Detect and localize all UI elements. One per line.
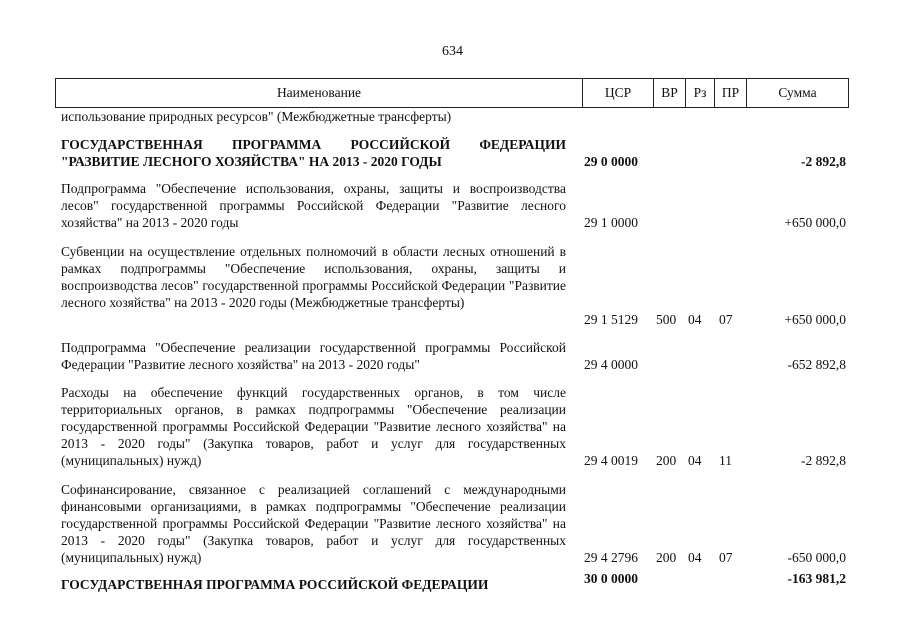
row-sum: -2 892,8: [801, 154, 846, 169]
row-vr: 200: [656, 550, 677, 565]
row-sum: -163 981,2: [787, 571, 846, 586]
table-row: [61, 136, 846, 170]
row-name: Субвенции на осуществление отдельных полномочий в области лесных отношений в рамках подпрограммы "Обеспечение использования, охраны, защиты и воспроизводства лесов" государственной программы Российской Федерации "Развитие лесного хозяйства" на 2013 - 2020 годы (Межбюджетные трансферты): [61, 244, 566, 310]
row-csr: 29 1 0000: [584, 215, 638, 230]
row-vr: 500: [656, 312, 677, 327]
row-csr: 29 4 2796: [584, 550, 638, 565]
table-row: [61, 339, 846, 373]
header-pr: ПР: [714, 79, 746, 107]
row-sum: +650 000,0: [784, 312, 846, 327]
row-sum: -650 000,0: [787, 550, 846, 565]
row-pr: 07: [719, 312, 733, 327]
table-row: [61, 481, 846, 566]
header-rz: Рз: [685, 79, 714, 107]
row-sum: -2 892,8: [801, 453, 846, 468]
carry-over-text: использование природных ресурсов" (Межбюджетные трансферты): [61, 109, 452, 124]
row-name: Софинансирование, связанное с реализацией соглашений с международными финансовыми организациями, в рамках подпрограммы "Обеспечение реализации государственной программы Российской Федерации "Развитие лесного хозяйства" на 2013 - 2020 годы" (Закупка товаров, работ и услуг для государственных (муниципальных) нужд): [61, 482, 566, 565]
row-csr: 29 4 0019: [584, 453, 638, 468]
row-rz: 04: [688, 453, 702, 468]
row-csr: 29 0 0000: [584, 154, 638, 169]
row-vr: 200: [656, 453, 677, 468]
table-row: [61, 384, 846, 469]
row-sum: +650 000,0: [784, 215, 846, 230]
row-pr: 11: [719, 453, 732, 468]
row-sum: -652 892,8: [787, 357, 846, 372]
row-csr: 29 4 0000: [584, 357, 638, 372]
row-csr: 30 0 0000: [584, 571, 638, 586]
row-name: Подпрограмма "Обеспечение реализации государственной программы Российской Федерации "Развитие лесного хозяйства" на 2013 - 2020 годы": [61, 340, 566, 372]
row-name: Подпрограмма "Обеспечение использования, охраны, защиты и воспроизводства лесов" государственной программы Российской Федерации "Развитие лесного хозяйства" на 2013 - 2020 годы: [61, 181, 566, 230]
page-number: 634: [442, 44, 463, 59]
table-header: [55, 78, 849, 108]
row-name: ГОСУДАРСТВЕННАЯ ПРОГРАММА РОССИЙСКОЙ ФЕДЕРАЦИИ: [61, 577, 489, 592]
header-name: Наименование: [276, 85, 362, 100]
table-row: [61, 571, 846, 593]
row-csr: 29 1 5129: [584, 312, 638, 327]
row-pr: 07: [719, 550, 733, 565]
table-row: [61, 243, 846, 328]
row-name: Расходы на обеспечение функций государственных органов, в том числе территориальных органов, в рамках подпрограммы "Обеспечение реализации государственной программы Российской Федерации "Развитие лесного хозяйства" на 2013 - 2020 годы" (Закупка товаров, работ и услуг для государственных (муниципальных) нужд): [61, 385, 566, 468]
row-name: ГОСУДАРСТВЕННАЯ ПРОГРАММА РОССИЙСКОЙ ФЕДЕРАЦИИ "РАЗВИТИЕ ЛЕСНОГО ХОЗЯЙСТВА" НА 2013 - 2020 ГОДЫ: [61, 137, 566, 169]
row-rz: 04: [688, 550, 702, 565]
row-rz: 04: [688, 312, 702, 327]
carry-over-row: [61, 108, 846, 125]
header-csr: ЦСР: [582, 79, 653, 107]
header-vr: ВР: [653, 79, 685, 107]
table-row: [61, 180, 846, 231]
header-sum: Сумма: [746, 79, 848, 107]
